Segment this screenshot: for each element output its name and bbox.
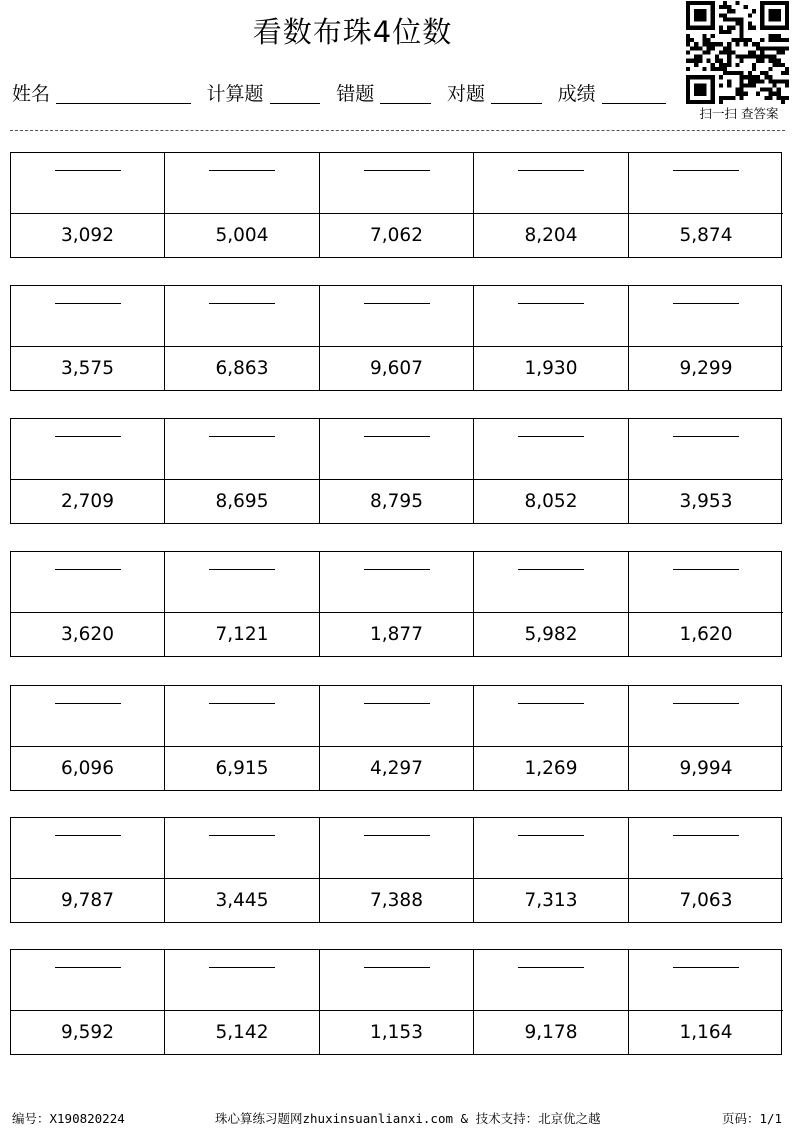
abacus-bar-line bbox=[364, 170, 430, 171]
problem-cell bbox=[320, 686, 474, 790]
problem-cell bbox=[474, 153, 629, 257]
abacus-bar-line bbox=[55, 703, 121, 704]
abacus-bar-line bbox=[364, 436, 430, 437]
bead-drawing-area[interactable] bbox=[474, 686, 628, 747]
qr-caption: 扫一扫 查答案 bbox=[699, 106, 779, 121]
bead-drawing-area[interactable] bbox=[320, 950, 473, 1011]
problem-number: 5,004 bbox=[215, 225, 269, 246]
abacus-bar-line bbox=[518, 170, 584, 171]
abacus-bar-line bbox=[209, 569, 275, 570]
bead-drawing-area[interactable] bbox=[11, 686, 164, 747]
problem-number: 8,052 bbox=[524, 491, 578, 512]
problem-number: 7,063 bbox=[679, 890, 733, 911]
footer-page: 页码：1/1 bbox=[722, 1111, 783, 1126]
abacus-bar-line bbox=[209, 835, 275, 836]
bead-drawing-area[interactable] bbox=[629, 818, 783, 879]
problem-number: 6,863 bbox=[215, 358, 269, 379]
problem-cell bbox=[474, 950, 629, 1054]
bead-drawing-area[interactable] bbox=[474, 153, 628, 214]
bead-drawing-area[interactable] bbox=[320, 286, 473, 347]
problem-cell bbox=[474, 818, 629, 922]
problem-cell bbox=[11, 950, 165, 1054]
problem-number: 5,982 bbox=[524, 624, 578, 645]
wrong-questions-label: 错题 bbox=[336, 83, 375, 105]
problem-cell bbox=[629, 818, 783, 922]
bead-drawing-area[interactable] bbox=[474, 286, 628, 347]
name-blank[interactable] bbox=[56, 102, 191, 104]
problem-number: 5,874 bbox=[679, 225, 733, 246]
problem-row bbox=[10, 949, 782, 1055]
bead-drawing-area[interactable] bbox=[320, 818, 473, 879]
qr-code-icon[interactable] bbox=[686, 1, 789, 104]
abacus-bar-line bbox=[518, 303, 584, 304]
bead-drawing-area[interactable] bbox=[165, 286, 319, 347]
correct-questions-label: 对题 bbox=[446, 83, 485, 105]
abacus-bar-line bbox=[55, 967, 121, 968]
problem-number: 9,994 bbox=[679, 758, 733, 779]
problem-number: 2,709 bbox=[61, 491, 114, 512]
bead-drawing-area[interactable] bbox=[320, 153, 473, 214]
bead-drawing-area[interactable] bbox=[165, 950, 319, 1011]
bead-drawing-area[interactable] bbox=[11, 818, 164, 879]
abacus-bar-line bbox=[209, 170, 275, 171]
total-questions-blank[interactable] bbox=[270, 102, 321, 104]
total-questions-label: 计算题 bbox=[206, 83, 264, 105]
bead-drawing-area[interactable] bbox=[629, 686, 783, 747]
problem-row bbox=[10, 285, 782, 391]
problem-number: 8,204 bbox=[524, 225, 578, 246]
problem-number: 1,269 bbox=[524, 758, 578, 779]
problem-cell bbox=[11, 153, 165, 257]
problem-cell bbox=[320, 552, 474, 656]
problem-number: 4,297 bbox=[370, 758, 423, 779]
abacus-bar-line bbox=[364, 303, 430, 304]
problem-number: 3,953 bbox=[679, 491, 733, 512]
problem-cell bbox=[165, 818, 320, 922]
problem-cell bbox=[11, 286, 165, 390]
abacus-bar-line bbox=[209, 703, 275, 704]
abacus-bar-line bbox=[673, 835, 739, 836]
problem-cell bbox=[474, 552, 629, 656]
bead-drawing-area[interactable] bbox=[320, 552, 473, 613]
problem-row bbox=[10, 817, 782, 923]
bead-drawing-area[interactable] bbox=[629, 286, 783, 347]
abacus-bar-line bbox=[673, 436, 739, 437]
bead-drawing-area[interactable] bbox=[11, 286, 164, 347]
abacus-bar-line bbox=[55, 436, 121, 437]
problem-number: 1,620 bbox=[679, 624, 733, 645]
bead-drawing-area[interactable] bbox=[629, 950, 783, 1011]
problem-number: 7,062 bbox=[370, 225, 423, 246]
problem-number: 7,313 bbox=[524, 890, 578, 911]
bead-drawing-area[interactable] bbox=[165, 153, 319, 214]
problem-number: 6,096 bbox=[61, 758, 114, 779]
problem-row bbox=[10, 418, 782, 524]
problem-cell bbox=[165, 419, 320, 523]
problem-cell bbox=[320, 818, 474, 922]
problem-number: 1,877 bbox=[370, 624, 423, 645]
problem-cell bbox=[474, 419, 629, 523]
problem-cell bbox=[165, 153, 320, 257]
problem-number: 1,153 bbox=[370, 1022, 423, 1043]
abacus-bar-line bbox=[364, 569, 430, 570]
bead-drawing-area[interactable] bbox=[474, 818, 628, 879]
bead-drawing-area[interactable] bbox=[629, 419, 783, 480]
abacus-bar-line bbox=[364, 835, 430, 836]
problem-cell bbox=[320, 950, 474, 1054]
problem-cell bbox=[11, 552, 165, 656]
bead-drawing-area[interactable] bbox=[11, 153, 164, 214]
student-info-row bbox=[12, 76, 682, 106]
abacus-bar-line bbox=[364, 703, 430, 704]
bead-drawing-area[interactable] bbox=[629, 153, 783, 214]
problem-cell bbox=[320, 419, 474, 523]
bead-drawing-area[interactable] bbox=[320, 686, 473, 747]
bead-drawing-area[interactable] bbox=[629, 552, 783, 613]
problem-cell bbox=[11, 818, 165, 922]
problem-cell bbox=[474, 686, 629, 790]
footer-site: 珠心算练习题网zhuxinsuanlianxi.com & 技术支持：北京优之越 bbox=[215, 1111, 601, 1126]
bead-drawing-area[interactable] bbox=[165, 686, 319, 747]
abacus-bar-line bbox=[55, 170, 121, 171]
problem-cell bbox=[629, 286, 783, 390]
problem-number: 3,092 bbox=[61, 225, 114, 246]
problem-number: 8,795 bbox=[370, 491, 423, 512]
bead-drawing-area[interactable] bbox=[11, 419, 164, 480]
bead-drawing-area[interactable] bbox=[320, 419, 473, 480]
bead-drawing-area[interactable] bbox=[474, 419, 628, 480]
problem-cell bbox=[11, 686, 165, 790]
problem-number: 8,695 bbox=[215, 491, 269, 512]
problem-row bbox=[10, 685, 782, 791]
bead-drawing-area[interactable] bbox=[165, 818, 319, 879]
bead-drawing-area[interactable] bbox=[11, 950, 164, 1011]
bead-drawing-area[interactable] bbox=[165, 419, 319, 480]
problem-cell bbox=[629, 419, 783, 523]
problem-number: 1,930 bbox=[524, 358, 578, 379]
abacus-bar-line bbox=[364, 967, 430, 968]
abacus-bar-line bbox=[55, 835, 121, 836]
score-blank[interactable] bbox=[602, 102, 666, 104]
abacus-bar-line bbox=[673, 967, 739, 968]
bead-drawing-area[interactable] bbox=[11, 552, 164, 613]
problem-cell bbox=[629, 552, 783, 656]
abacus-bar-line bbox=[55, 303, 121, 304]
problem-number: 9,592 bbox=[61, 1022, 114, 1043]
footer-code: 编号：X190820224 bbox=[12, 1111, 125, 1126]
problem-cell bbox=[320, 153, 474, 257]
wrong-questions-blank[interactable] bbox=[380, 102, 431, 104]
abacus-bar-line bbox=[209, 436, 275, 437]
problem-cell bbox=[320, 286, 474, 390]
problem-cell bbox=[11, 419, 165, 523]
abacus-bar-line bbox=[673, 569, 739, 570]
problem-number: 9,787 bbox=[61, 890, 114, 911]
abacus-bar-line bbox=[209, 303, 275, 304]
problem-row bbox=[10, 152, 782, 258]
abacus-bar-line bbox=[518, 569, 584, 570]
correct-questions-blank[interactable] bbox=[491, 102, 542, 104]
bead-drawing-area[interactable] bbox=[474, 552, 628, 613]
problem-cell bbox=[629, 153, 783, 257]
problem-number: 3,445 bbox=[215, 890, 269, 911]
abacus-bar-line bbox=[673, 170, 739, 171]
abacus-bar-line bbox=[518, 436, 584, 437]
bead-drawing-area[interactable] bbox=[165, 552, 319, 613]
page-title: 看数布珠4位数 bbox=[252, 15, 453, 49]
problem-number: 9,607 bbox=[370, 358, 423, 379]
abacus-bar-line bbox=[673, 703, 739, 704]
cut-divider bbox=[10, 130, 785, 131]
score-label: 成绩 bbox=[557, 83, 596, 105]
problem-number: 7,121 bbox=[215, 624, 269, 645]
problem-number: 1,164 bbox=[679, 1022, 733, 1043]
problem-number: 5,142 bbox=[215, 1022, 269, 1043]
abacus-bar-line bbox=[518, 703, 584, 704]
problem-cell bbox=[474, 286, 629, 390]
problem-number: 3,575 bbox=[61, 358, 114, 379]
bead-drawing-area[interactable] bbox=[474, 950, 628, 1011]
problem-cell bbox=[165, 552, 320, 656]
abacus-bar-line bbox=[673, 303, 739, 304]
abacus-bar-line bbox=[209, 967, 275, 968]
abacus-bar-line bbox=[518, 835, 584, 836]
abacus-bar-line bbox=[55, 569, 121, 570]
problem-cell bbox=[629, 950, 783, 1054]
abacus-bar-line bbox=[518, 967, 584, 968]
problem-cell bbox=[165, 686, 320, 790]
problem-number: 9,178 bbox=[524, 1022, 578, 1043]
problem-row bbox=[10, 551, 782, 657]
problem-number: 6,915 bbox=[215, 758, 269, 779]
problem-number: 7,388 bbox=[370, 890, 423, 911]
problem-cell bbox=[165, 286, 320, 390]
name-label: 姓名 bbox=[12, 83, 51, 105]
problem-cell bbox=[629, 686, 783, 790]
problem-cell bbox=[165, 950, 320, 1054]
problem-number: 9,299 bbox=[679, 358, 733, 379]
problem-number: 3,620 bbox=[61, 624, 114, 645]
